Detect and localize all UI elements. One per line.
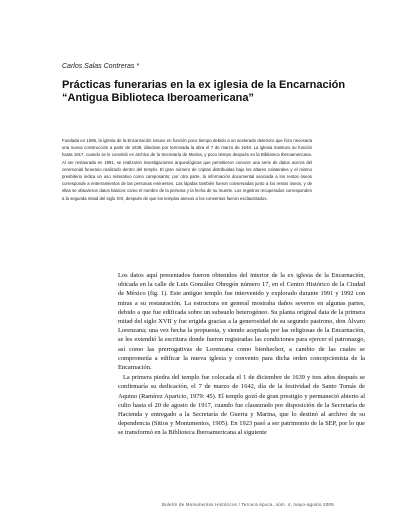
article-title-line-2: “Antigua Biblioteca Iberoamericana” — [62, 92, 254, 104]
body-text — [118, 271, 365, 438]
body-paragraph-2: La primera piedra del templo fue colocada el 1 de diciembre de 1639 y tres años después se confirmaría su dedicación, el 7 de marzo de 1642, día de la festividad de Santo Tomás de Aquino (Ramírez Aparicio, 1979: 45). El templo gozó de gran prestigio y permaneció abierto al culto hasta el 20 de agosto de 1917, cuando fue clausurado por disposición de la Secretaría de Hacienda y entregado a la Secretaría de Guerra y Marina, que lo destinó al archivo de su dependencia (Sitios y Monumentos, 1905). En 1923 pasó a ser patrimonio de la SEP, por lo que se transformó en la Biblioteca Iberoamericana al siguiente — [118, 374, 365, 437]
article-title — [62, 79, 362, 105]
article-title-line-1: Prácticas funerarias en la ex iglesia de la Encarnación — [62, 79, 346, 91]
abstract-paragraph: Fundada en 1596, la iglesia de la Encarnación estuvo en función poco tiempo debido a un acelerado deterioro que hizo necesaria una nueva construcción a partir de 1639, dándose por terminada la obra el 7 de marzo de 1648. La iglesia mantuvo su función hasta 1917, cuando se le convirtió en archivo de la Secretaría de Marina, y poco tiempo después en la Biblioteca Iberoamericana. Al ser restaurada en 1991, se realizaron investigaciones arqueológicas que permitieron conocer una serie de datos acerca del ceremonial funerario realizado dentro del templo. El gran número de criptas distribuidas bajo los altares colaterales y el mismo presbiterio indica un uso reiterativo como camposanto; por otra parte, la información documental asociada a los restos óseos corresponde a enterramientos de las personas eminentes. Las lápidas también fueron conservadas junto a los restos óseos, y de ellas se obtuvieron datos básicos como el nombre de la persona y la fecha de su muerte. Los registros recuperados corresponden a la segunda mitad del siglo XIX, después de que los templos anexos a los conventos fueron exclaustrados. — [62, 138, 312, 201]
body-paragraph-1: Los datos aquí presentados fueron obtenidos del interior de la ex iglesia de la Encarnación, ubicada en la calle de Luis González Obregón número 17, en el Centro Histórico de la Ciudad de México (fig. 1). Este antiguo templo fue intervenido y explorado durante 1991 y 1992 con miras a su restauración. La estructura en general mostraba daños severos en algunas partes, debido a que fue edificada sobre un subsuelo heterogéneo. Su planta original data de la primera mitad del siglo XVII y fue erigida gracias a la generosidad de su segundo pastrono, don Álvaro Lorenzana; una vez hecha la propuesta, y siendo aceptada por las religiosas de la Encarnación, se les extendió la escritura donde fueron registradas las condiciones para ejercer el patronazgo, así como las prerrogativas de Lorenzana como bienhechor, a cambio de las cuales se comprometía a edificar la nueva iglesia y convento para dicha orden concepcionista de la Encarnación. — [118, 272, 365, 372]
page-footer: Boletín de Monumentos Históricos / Tercera época, núm. 4, mayo-agosto 2005 — [162, 502, 334, 507]
author-name: Carlos Salas Contreras * — [62, 63, 140, 70]
